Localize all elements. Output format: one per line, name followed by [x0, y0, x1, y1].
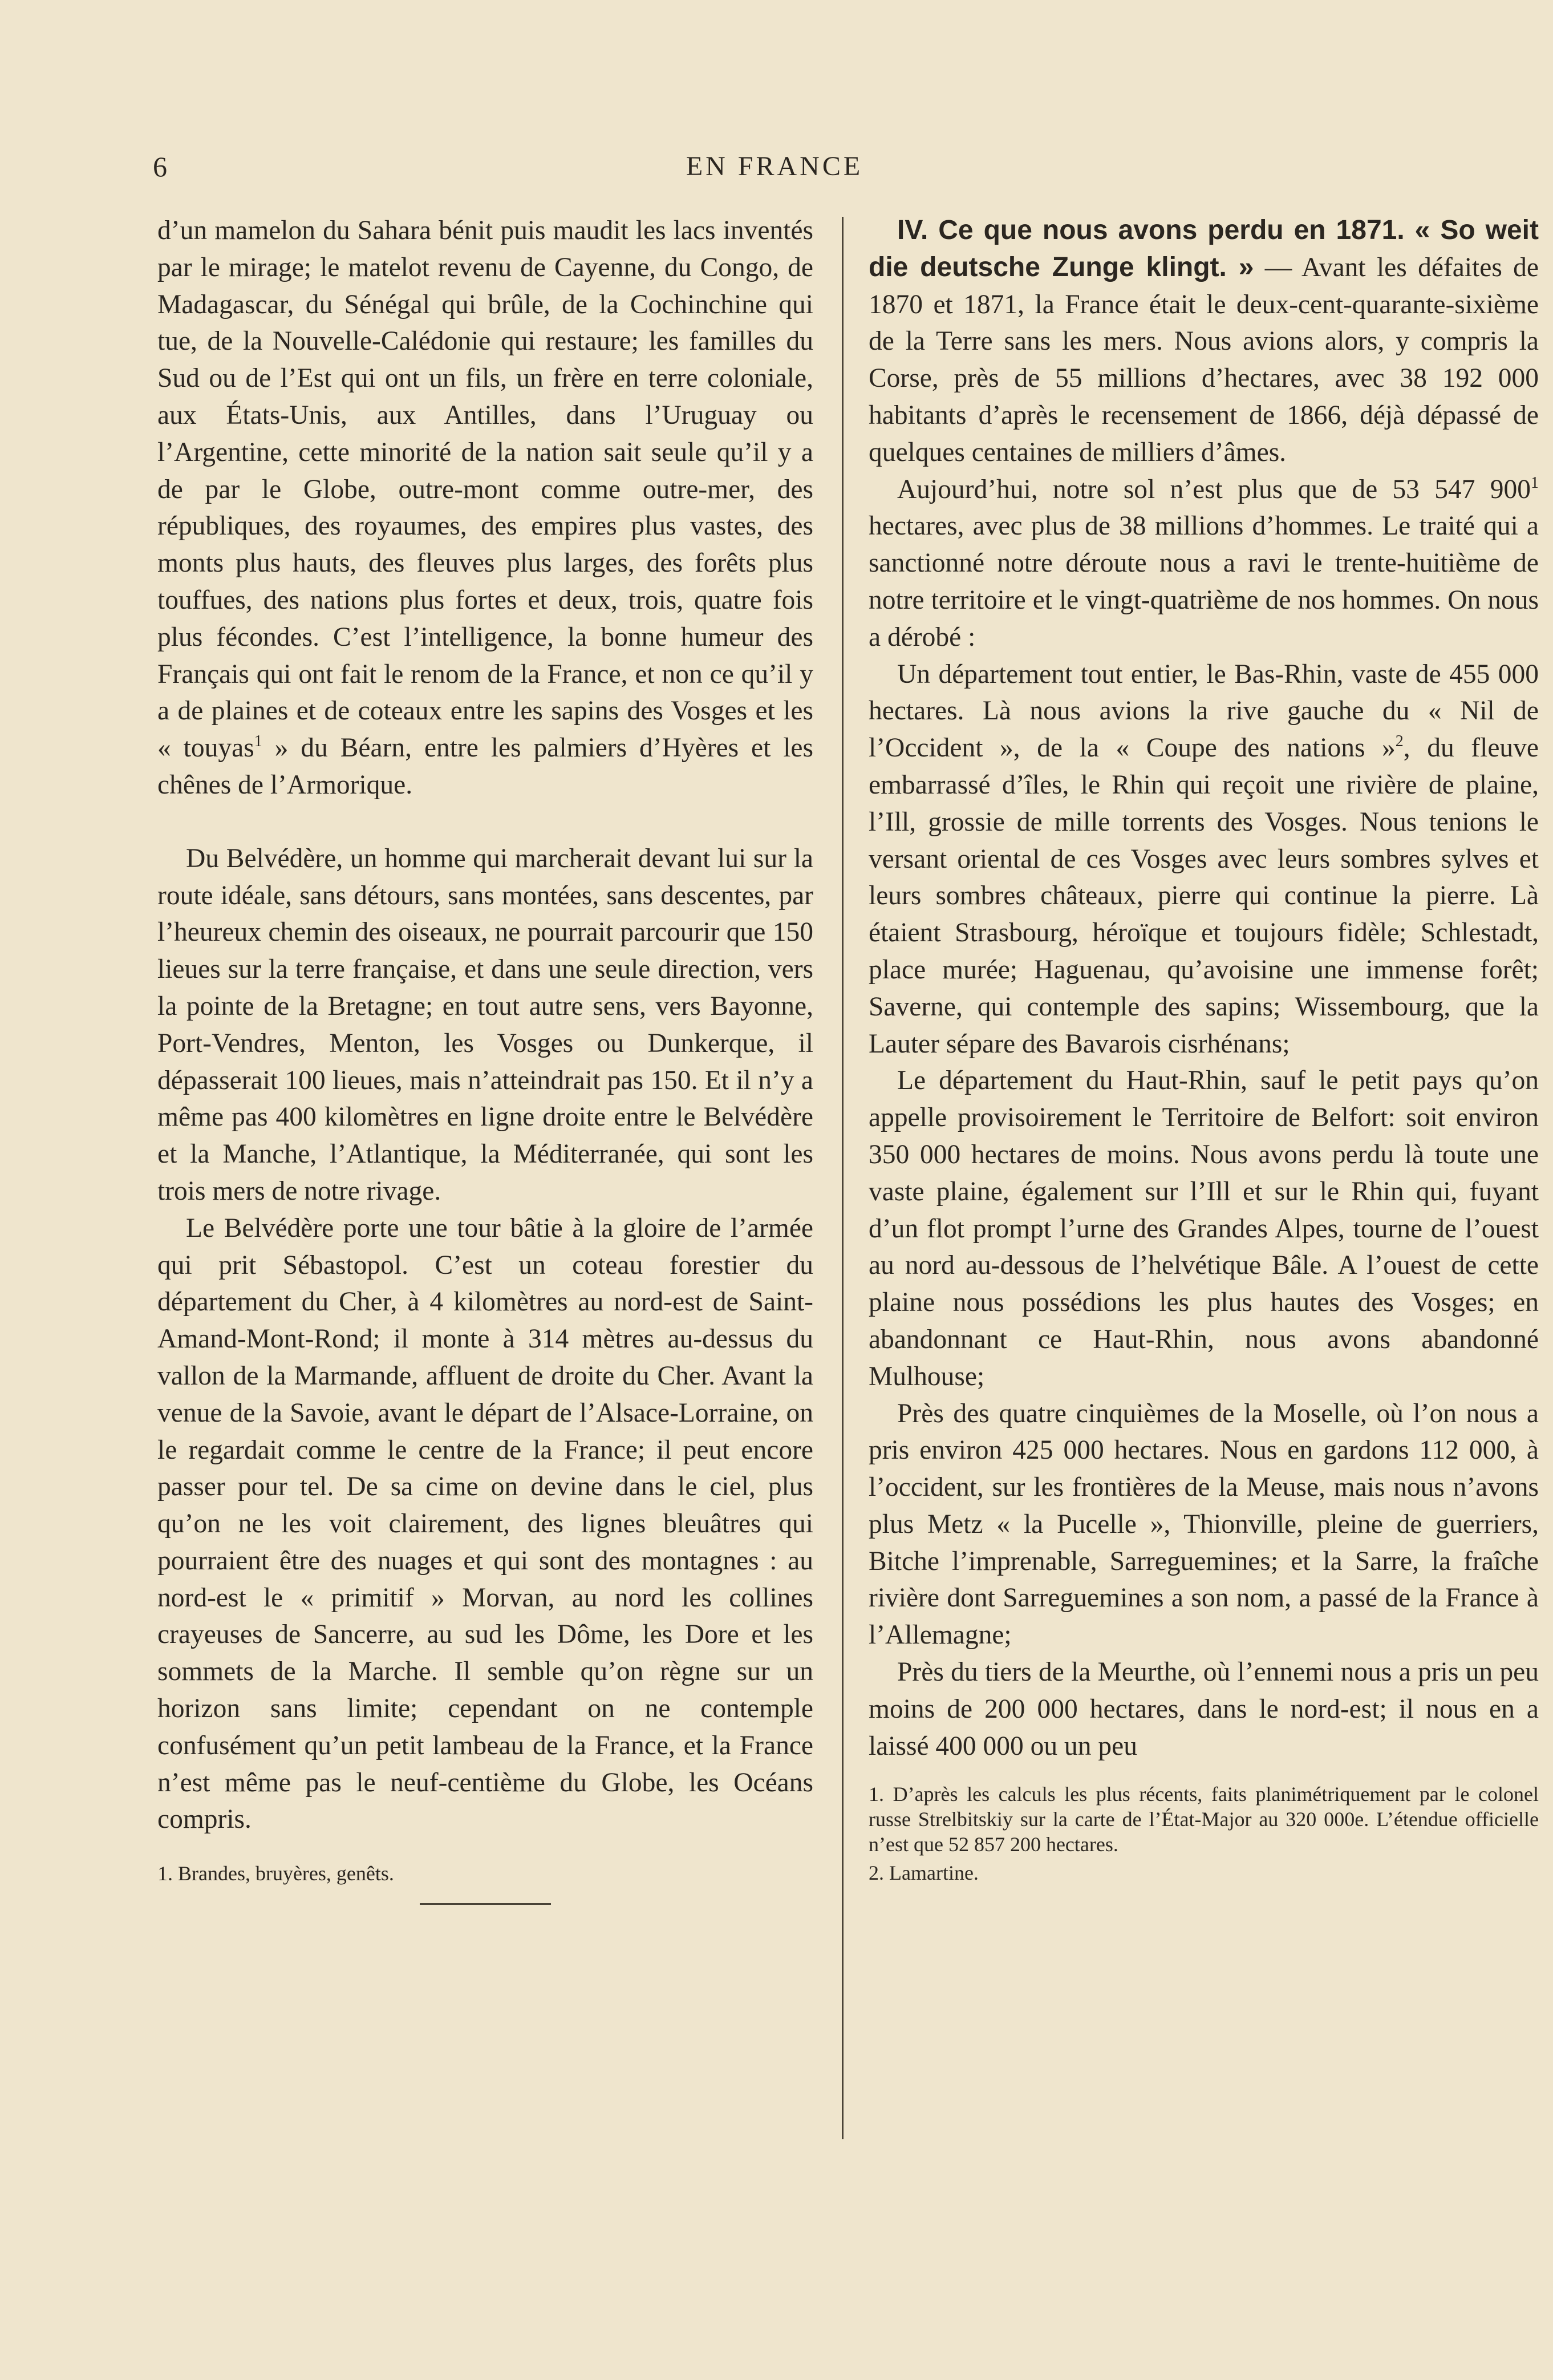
footnote-marker: 1 [254, 732, 262, 751]
right-paragraph-3 [869, 656, 1539, 1063]
left-paragraph-3: Le Belvédère porte une tour bâtie à la gloire de l’armée qui prit Sébastopol. C’est un coteau forestier du département du Cher, à 4 kilomètres au nord-est de Saint-Amand-Mont-Rond; il monte à 314 mètres au-dessus du vallon de la Marmande, affluent de droite du Cher. Avant la venue de la Savoie, avant le départ de l’Alsace-Lorraine, on le regardait comme le centre de la France; il peut encore passer pour tel. De sa cime on devine dans le ciel, plus qu’on ne les voit clairement, des lignes bleuâtres qui pourraient être des nuages et qui sont des montagnes : au nord-est le « primitif » Morvan, au nord les collines crayeuses de Sancerre, au sud les Dôme, les Dore et les sommets de la Marche. Il semble qu’on règne sur un horizon sans limite; cependant on ne contemple confusément qu’un petit lambeau de la France, et la France n’est même pas le neuf-centième du Globe, les Océans compris. [157, 1213, 813, 1835]
right-p1-text: — Avant les défaites de 1870 et 1871, la France était le deux-cent-quarante-sixième de la Terre sans les mers. Nous avions alors, y compris la Corse, près de 55 millions d’hectares, avec 38 192 000 habitants d’après le recensement de 1866, déjà dépassé de quelques centaines de milliers d’âmes. [869, 252, 1539, 467]
left-p1-text: d’un mamelon du Sahara bénit puis maudit les lacs inventés par le mirage; le matelot revenu de Cayenne, du Congo, de Madagascar, du Sénégal qui brûle, de la Cochinchine qui tue, de la Nouvelle-Calédonie qui restaure; les familles du Sud ou de l’Est qui ont un fils, un frère en terre coloniale, aux États-Unis, aux Antilles, dans l’Uruguay ou l’Argentine, cette minorité de la nation sait seule qu’il y a de par le Globe, outre-mont comme outre-mer, des républiques, des royaumes, des empires plus vastes, des monts plus hauts, des fleuves plus larges, des forêts plus touffues, des nations plus fortes et deux, trois, quatre fois plus fécondes. C’est l’intelligence, la bonne humeur des Français qui ont fait le renom de la France, et non ce qu’il y a de plaines et de coteaux entre les sapins des Vosges et les « touyas [157, 216, 813, 763]
right-paragraph-4: Le département du Haut-Rhin, sauf le petit pays qu’on appelle provisoirement le Territoire de Belfort: soit environ 350 000 hectares de moins. Nous avons perdu là toute une vaste plaine, également sur l’Ill et sur le Rhin qui, fuyant d’un flot prompt l’urne des Grandes Alpes, tourne de l’ouest au nord au-dessous de l’helvétique Bâle. A l’ouest de cette plaine nous possédions les plus hautes des Vosges; en abandonnant ce Haut-Rhin, nous avons abandonné Mulhouse; [869, 1066, 1539, 1391]
right-column [869, 212, 1539, 1889]
right-paragraph-1 [869, 212, 1539, 471]
footnote-marker: 1 [1531, 473, 1539, 492]
running-title: EN FRANCE [686, 151, 863, 181]
right-p3-start: Un département tout entier, le Bas-Rhin, vaste de 455 000 hectares. Là nous avions la rive gauche du « Nil de l’Occident », de la « Coupe des nations » [869, 659, 1539, 763]
section-heading: IV. Ce que nous avons perdu en 1871. « So weit die deutsche Zunge klingt. » [869, 215, 1539, 282]
right-p2-start: Aujourd’hui, notre sol n’est plus que de 53 547 900 [897, 474, 1531, 504]
left-footnotes [157, 1861, 813, 1905]
right-p3-end: , du fleuve embarrassé d’îles, le Rhin qui reçoit une rivière de plaine, l’Ill, grossie de mille torrents des Vosges. Nous tenions le versant oriental de ces Vosges avec leurs sombres sylves et leurs sombres châteaux, pierre qui continue la pierre. Là étaient Strasbourg, héroïque et toujours fidèle; Schlestadt, place murée; Haguenau, qu’avoisine une immense forêt; Saverne, qui contemple des sapins; Wissembourg, que la Lauter sépare des Bavarois cisrhénans; [869, 733, 1539, 1059]
right-footnote-2: 2. Lamartine. [869, 1861, 979, 1885]
column-divider [842, 217, 844, 2139]
left-footnote-1: 1. Brandes, bruyères, genêts. [157, 1862, 394, 1885]
page-header [153, 149, 1396, 184]
footnote-rule [420, 1903, 551, 1905]
right-footnote-1: 1. D’après les calculs les plus récents, faits planimétriquement par le colonel russe Strelbitskiy sur la carte de l’État-Major au 320 000e. L’étendue officielle n’est que 52 857 200 hectares. [869, 1783, 1539, 1856]
right-footnotes [869, 1782, 1539, 1885]
left-column [157, 212, 813, 1905]
right-paragraph-6: Près du tiers de la Meurthe, où l’ennemi nous a pris un peu moins de 200 000 hectares, dans le nord-est; il nous en a laissé 400 000 ou un peu [869, 1657, 1539, 1761]
right-p2-end: hectares, avec plus de 38 millions d’hommes. Le traité qui a sanctionné notre déroute nous a ravi le trente-huitième de notre territoire et le vingt-quatrième de nos hommes. On nous a dérobé : [869, 511, 1539, 652]
right-paragraph-5: Près des quatre cinquièmes de la Moselle, où l’on nous a pris environ 425 000 hectares. Nous en gardons 112 000, à l’occident, sur les frontières de la Meuse, mais nous n’avons plus Metz « la Pucelle », Thionville, pleine de guerriers, Bitche l’imprenable, Sarreguemines; et la Sarre, la fraîche rivière dont Sarreguemines a son nom, a passé de la France à l’Allemagne; [869, 1398, 1539, 1650]
right-paragraph-2 [869, 471, 1539, 656]
footnote-marker: 2 [1395, 732, 1404, 751]
left-paragraph-1 [157, 212, 813, 804]
left-paragraph-2: Du Belvédère, un homme qui marcherait devant lui sur la route idéale, sans détours, sans montées, sans descentes, par l’heureux chemin des oiseaux, ne pourrait parcourir que 150 lieues sur la terre française, et dans une seule direction, vers la pointe de la Bretagne; en tout autre sens, vers Bayonne, Port-Vendres, Menton, les Vosges ou Dunkerque, il dépasserait 100 lieues, mais n’atteindrait pas 150. Et il n’y a même pas 400 kilomètres en ligne droite entre le Belvédère et la Manche, l’Atlantique, la Méditerranée, qui sont les trois mers de notre rivage. [157, 843, 813, 1206]
page-number: 6 [153, 151, 167, 183]
left-p1-end: » du Béarn, entre les palmiers d’Hyères et les chênes de l’Armorique. [157, 733, 813, 800]
